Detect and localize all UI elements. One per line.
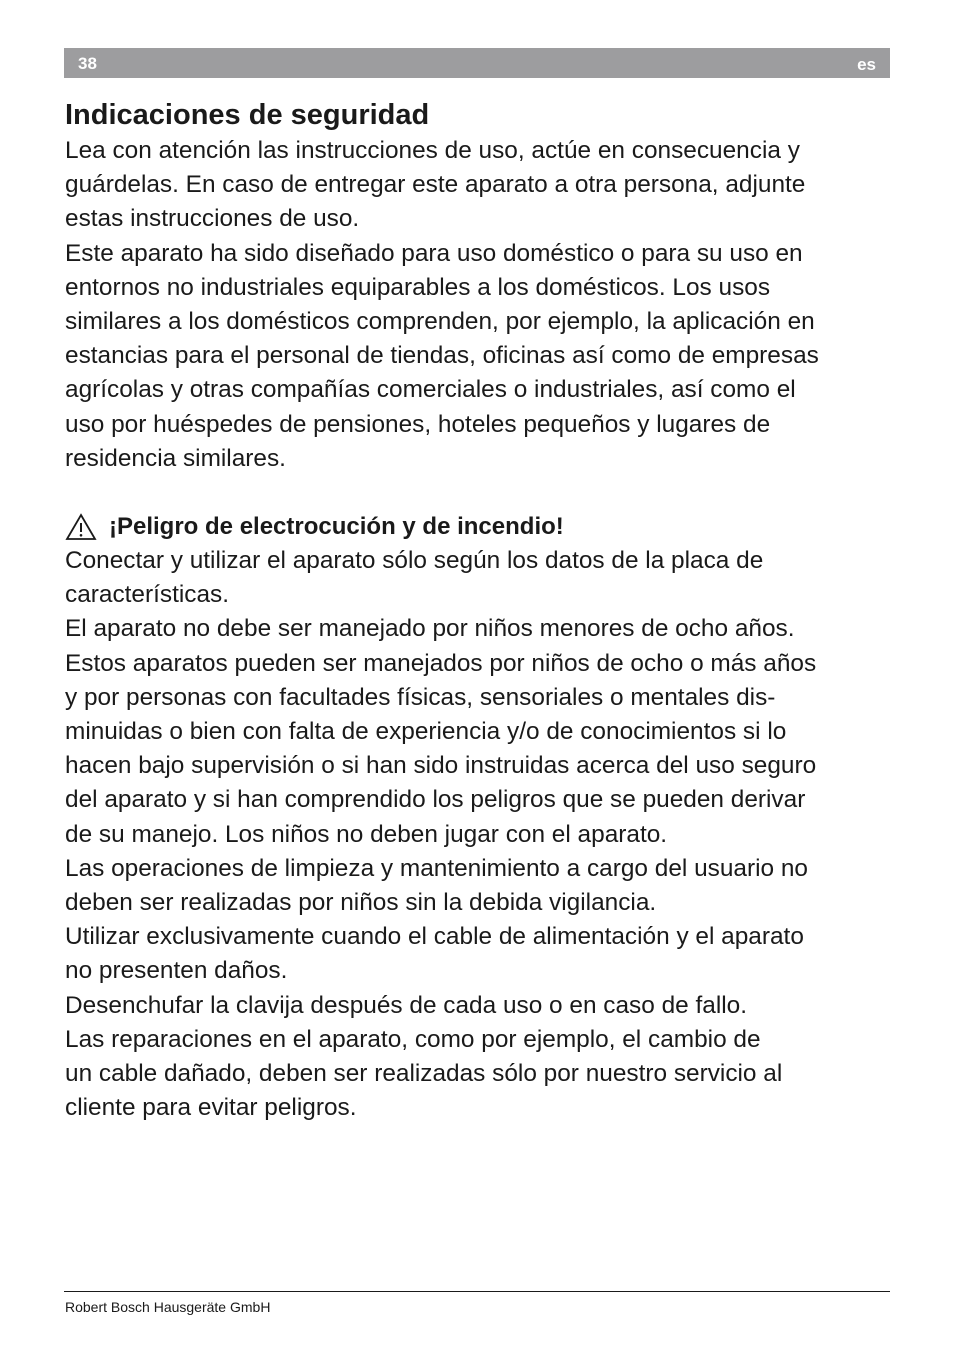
footer-divider (64, 1291, 890, 1292)
text-line: Utilizar exclusivamente cuando el cable de alimentación y el aparato (65, 923, 804, 951)
page-content (65, 96, 895, 1125)
text-line: minuidas o bien con falta de experiencia y/o de conocimientos si lo (65, 718, 787, 746)
language-code: es (857, 55, 876, 74)
text-line: un cable dañado, deben ser realizadas sólo por nuestro servicio al (65, 1060, 783, 1088)
text-line: estancias para el personal de tiendas, oficinas así como de empresas (65, 342, 819, 370)
intro-paragraph (65, 134, 895, 476)
footer-company: Robert Bosch Hausgeräte GmbH (65, 1299, 271, 1315)
text-line: residencia similares. (65, 444, 286, 472)
text-line: no presenten daños. (65, 957, 288, 985)
text-line: características. (65, 581, 230, 609)
section-title: Indicaciones de seguridad (65, 99, 430, 131)
text-line: del aparato y si han comprendido los peligros que se pueden derivar (65, 786, 806, 814)
page-number: 38 (78, 54, 97, 73)
text-line: Las reparaciones en el aparato, como por ejemplo, el cambio de (65, 1025, 761, 1053)
text-line: Estos aparatos pueden ser manejados por niños de ocho o más años (65, 649, 817, 677)
warning-heading (65, 510, 895, 544)
text-line: Conectar y utilizar el aparato sólo según los datos de la placa de (65, 547, 764, 575)
page-header-bar (64, 48, 890, 78)
text-line: estas instrucciones de uso. (65, 205, 360, 233)
text-line: similares a los domésticos comprenden, por ejemplo, la aplicación en (65, 308, 815, 336)
text-line: hacen bajo supervisión o si han sido instruidas acerca del uso seguro (65, 752, 817, 780)
warning-heading-text: ¡Peligro de electrocución y de incendio! (109, 513, 564, 541)
text-line: y por personas con facultades físicas, sensoriales o mentales dis- (65, 683, 776, 711)
text-line: agrícolas y otras compañías comerciales o industriales, así como el (65, 376, 796, 404)
text-line: entornos no industriales equiparables a los domésticos. Los usos (65, 273, 771, 301)
text-line: deben ser realizadas por niños sin la debida vigilancia. (65, 889, 657, 917)
warning-paragraph (65, 544, 895, 1125)
text-line: Las operaciones de limpieza y mantenimiento a cargo del usuario no (65, 854, 808, 882)
text-line: cliente para evitar peligros. (65, 1094, 357, 1122)
warning-triangle-icon (65, 513, 97, 541)
text-line: guárdelas. En caso de entregar este aparato a otra persona, adjunte (65, 171, 806, 199)
text-line: Desenchufar la clavija después de cada uso o en caso de fallo. (65, 991, 748, 1019)
text-line: Este aparato ha sido diseñado para uso doméstico o para su uso en (65, 239, 803, 267)
text-line: de su manejo. Los niños no deben jugar con el aparato. (65, 820, 668, 848)
text-line: uso por huéspedes de pensiones, hoteles pequeños y lugares de (65, 410, 771, 438)
text-line: El aparato no debe ser manejado por niños menores de ocho años. (65, 615, 795, 643)
paragraph-spacer (65, 476, 895, 510)
text-line: Lea con atención las instrucciones de uso, actúe en consecuencia y (65, 137, 800, 164)
